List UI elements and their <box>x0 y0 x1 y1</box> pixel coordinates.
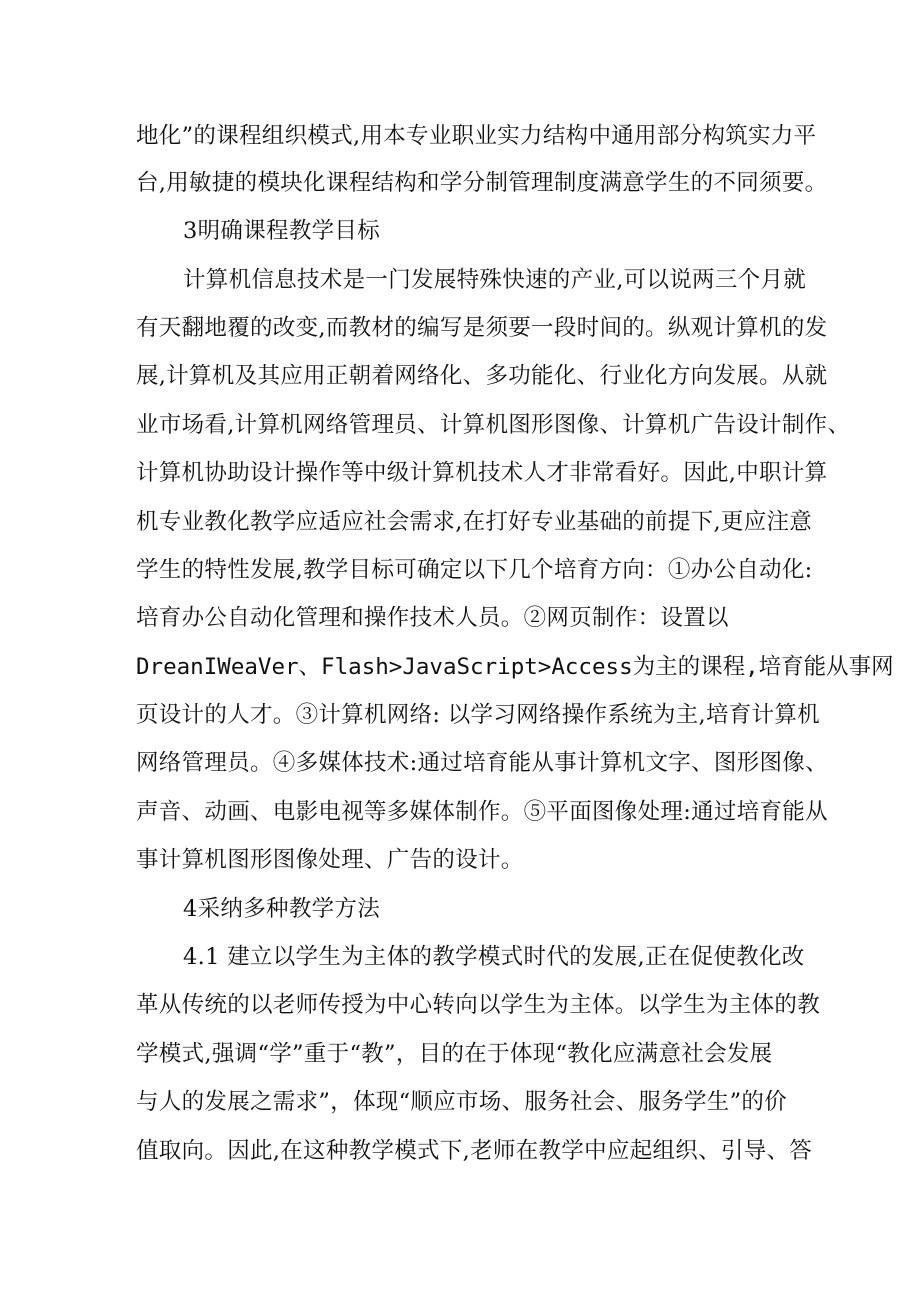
section-heading-3: 3明确课程教学目标 <box>183 218 381 244</box>
body-text-line: 计算机协助设计操作等中级计算机技术人才非常看好。因此,中职计算 <box>136 460 828 486</box>
subsection-start-line: 4.1 建立以学生为主体的教学模式时代的发展,正在促使教化改 <box>183 944 805 970</box>
paragraph-start-line: 计算机信息技术是一门发展特殊快速的产业,可以说两三个月就 <box>183 267 807 293</box>
body-text-line: 事计算机图形图像处理、广告的设计。 <box>136 847 524 873</box>
body-text-line: 声音、动画、电影电视等多媒体制作。⑤平面图像处理:通过培育能从 <box>136 799 828 825</box>
body-text-line: 展,计算机及其应用正朝着网络化、多功能化、行业化方向发展。从就 <box>136 363 828 389</box>
body-text-line: 页设计的人才。③计算机网络: 以学习网络操作系统为主,培育计算机 <box>136 702 820 728</box>
section-heading-4: 4采纳多种教学方法 <box>183 896 381 922</box>
body-text-line: 与人的发展之需求”，体现“顺应市场、服务社会、服务学生”的价 <box>136 1089 788 1115</box>
body-text-line: 业市场看,计算机网络管理员、计算机图形图像、计算机广告设计制作、 <box>136 412 851 438</box>
body-text-line: 机专业教化教学应适应社会需求,在打好专业基础的前提下,更应注意 <box>136 509 813 535</box>
body-text-line: 台,用敏捷的模块化课程结构和学分制管理制度满意学生的不同须要。 <box>136 170 828 196</box>
body-text-line: 地化”的课程组织模式,用本专业职业实力结构中通用部分构筑实力平 <box>136 123 817 149</box>
body-text-line: 有天翻地覆的改变,而教材的编写是须要一段时间的。纵观计算机的发 <box>136 315 828 341</box>
body-text-line: DreanIWeaVer、Flash>JavaScript>Access为主的课程,培育能从事网 <box>136 654 894 680</box>
body-text-line: 培育办公自动化管理和操作技术人员。②网页制作：设置以 <box>136 605 729 631</box>
body-text-line: 学生的特性发展,教学目标可确定以下几个培育方向：①办公自动化: <box>136 557 813 583</box>
body-text-line: 学模式,强调“学”重于“教”，目的在于体现“教化应满意社会发展 <box>136 1041 773 1067</box>
body-text-line: 值取向。因此,在这种教学模式下,老师在教学中应起组织、引导、答 <box>136 1138 813 1164</box>
body-text-line: 网络管理员。④多媒体技术:通过培育能从事计算机文字、图形图像、 <box>136 750 828 776</box>
body-text-line: 革从传统的以老师传授为中心转向以学生为主体。以学生为主体的教 <box>136 992 821 1018</box>
